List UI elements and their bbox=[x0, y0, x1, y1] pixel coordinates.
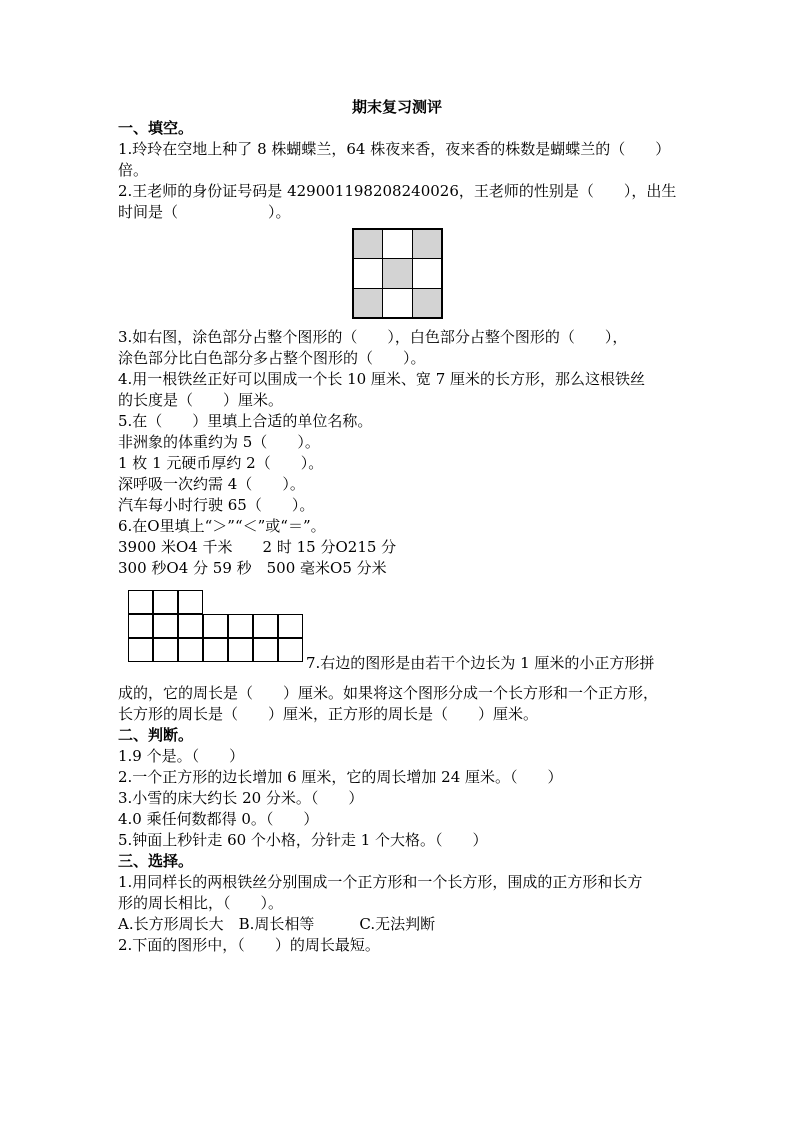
question-5-prompt: 5.在（ ）里填上合适的单位名称。 bbox=[118, 412, 373, 430]
question-5-item-2: 1 枚 1 元硬币厚约 2（ ）。 bbox=[118, 454, 324, 472]
question-5-item-4: 汽车每小时行驶 65（ ）。 bbox=[118, 496, 315, 514]
judge-item-3: 3.小雪的床大约长 20 分米。（ ） bbox=[118, 789, 364, 807]
shaded-cell bbox=[412, 229, 443, 260]
question-4-line-1: 4.用一根铁丝正好可以围成一个长 10 厘米、宽 7 厘米的长方形，那么这根铁丝 bbox=[118, 370, 646, 388]
question-7-line-3: 长方形的周长是（ ）厘米，正方形的周长是（ ）厘米。 bbox=[118, 705, 539, 723]
white-cell bbox=[353, 258, 384, 289]
choice-1-line-1: 1.用同样长的两根铁丝分别围成一个正方形和一个长方形，围成的正方形和长方 bbox=[118, 873, 643, 891]
judge-item-1: 1.9 个是。（ ） bbox=[118, 747, 245, 765]
white-cell bbox=[382, 288, 413, 319]
choice-1-options: A.长方形周长大 B.周长相等 C.无法判断 bbox=[118, 915, 436, 933]
tile bbox=[153, 638, 178, 662]
tile bbox=[178, 590, 203, 614]
section-heading-choice: 三、选择。 bbox=[118, 852, 194, 870]
tile bbox=[128, 590, 153, 614]
question-4-line-2: 的长度是（ ）厘米。 bbox=[118, 391, 284, 409]
shaded-cell bbox=[382, 258, 413, 289]
choice-2-prompt: 2.下面的图形中，（ ）的周长最短。 bbox=[118, 936, 380, 954]
tile bbox=[178, 614, 203, 638]
shaded-square-figure bbox=[352, 228, 443, 319]
judge-item-5: 5.钟面上秒针走 60 个小格，分针走 1 个大格。（ ） bbox=[118, 831, 488, 849]
tile bbox=[228, 614, 253, 638]
tile bbox=[203, 614, 228, 638]
shaded-cell bbox=[353, 229, 384, 260]
judge-item-4: 4.0 乘任何数都得 0。（ ） bbox=[118, 810, 319, 828]
question-7-line-2: 成的，它的周长是（ ）厘米。如果将这个图形分成一个长方形和一个正方形， bbox=[118, 684, 659, 702]
question-6-prompt: 6.在O里填上“＞”“＜”或“＝”。 bbox=[118, 517, 326, 535]
shaded-cell bbox=[412, 288, 443, 319]
tile bbox=[278, 614, 303, 638]
question-5-item-3: 深呼吸一次约需 4（ ）。 bbox=[118, 475, 305, 493]
tile bbox=[153, 590, 178, 614]
tile bbox=[253, 614, 278, 638]
question-6-row-2: 300 秒O4 分 59 秒 500 毫米O5 分米 bbox=[118, 559, 387, 577]
worksheet-title: 期末复习测评 bbox=[351, 98, 442, 116]
tile bbox=[128, 638, 153, 662]
tile bbox=[253, 638, 278, 662]
question-1-line-2: 倍。 bbox=[118, 161, 149, 179]
question-3-line-1: 3.如右图，涂色部分占整个图形的（ ），白色部分占整个图形的（ ）， bbox=[118, 328, 628, 346]
question-1-line-1: 1.玲玲在空地上种了 8 株蝴蝶兰，64 株夜来香，夜来香的株数是蝴蝶兰的（ ） bbox=[118, 140, 671, 158]
tile bbox=[128, 614, 153, 638]
question-7-line-1: 7.右边的图形是由若干个边长为 1 厘米的小正方形拼 bbox=[306, 654, 655, 672]
tile bbox=[228, 638, 253, 662]
tile bbox=[178, 638, 203, 662]
judge-item-2: 2.一个正方形的边长增加 6 厘米，它的周长增加 24 厘米。（ ） bbox=[118, 768, 563, 786]
tile bbox=[278, 638, 303, 662]
section-heading-true-false: 二、判断。 bbox=[118, 726, 194, 744]
tile bbox=[203, 638, 228, 662]
question-5-item-1: 非洲象的体重约为 5（ ）。 bbox=[118, 433, 320, 451]
choice-1-line-2: 形的周长相比，（ ）。 bbox=[118, 894, 284, 912]
question-6-row-1: 3900 米O4 千米 2 时 15 分O215 分 bbox=[118, 538, 397, 556]
question-3-line-2: 涂色部分比白色部分多占整个图形的（ ）。 bbox=[118, 349, 426, 367]
section-heading-fill-in: 一、填空。 bbox=[118, 119, 194, 137]
white-cell bbox=[382, 229, 413, 260]
question-2-line-1: 2.王老师的身份证号码是 429001198208240026，王老师的性别是（ ），出生 bbox=[118, 182, 677, 200]
shaded-cell bbox=[353, 288, 384, 319]
tile bbox=[153, 614, 178, 638]
question-2-line-2: 时间是（ ）。 bbox=[118, 203, 291, 221]
white-cell bbox=[412, 258, 443, 289]
